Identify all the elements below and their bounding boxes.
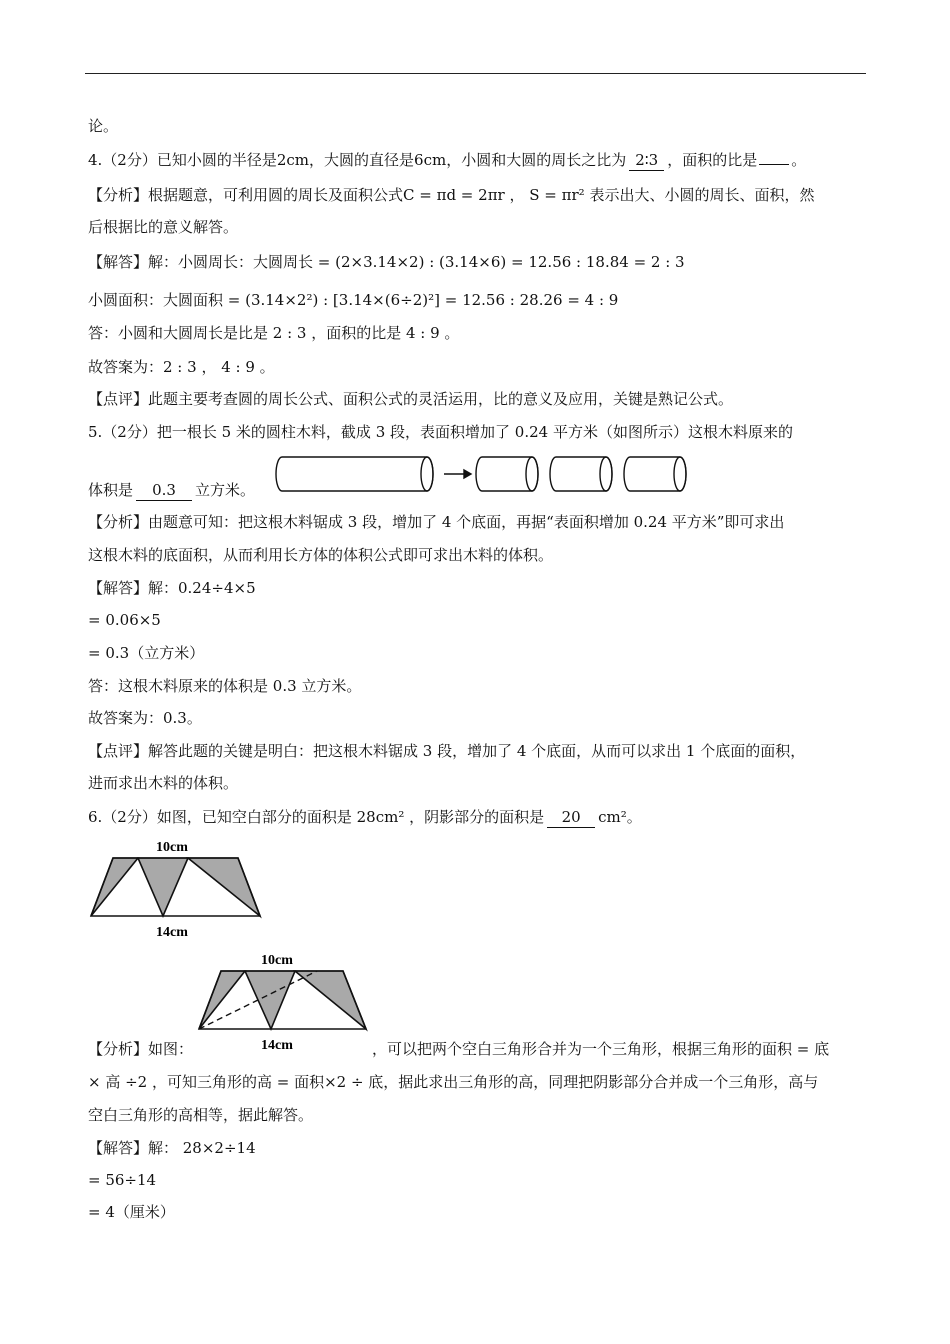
q6-analysis: 【分析】如图： xyxy=(88,1040,194,1058)
answer-blank-3: 0.3 xyxy=(136,480,192,501)
q5-solution: = 0.3（立方米） xyxy=(88,644,205,662)
answer-blank-4: 20 xyxy=(547,807,595,828)
question-6: 6.（2分）如图，已知空白部分的面积是 28cm² ，阴影部分的面积是 20 cm²。 xyxy=(88,808,642,826)
q5-analysis-cont: 这根木料的底面积，从而利用长方体的体积公式即可求出木料的体积。 xyxy=(88,546,554,564)
trapezoid-figure-1 xyxy=(88,836,268,942)
q5-analysis: 【分析】由题意可知：把这根木料锯成 3 段，增加了 4 个底面，再据“表面积增加 0.24 平方米”即可求出 xyxy=(88,513,785,531)
q4-solution: 【解答】解：小圆周长：大圆周长 = (2×3.14×2) : (3.14×6) = 12.56 : 18.84 = 2 : 3 xyxy=(88,253,685,271)
answer-blank-2 xyxy=(759,164,789,165)
top-length-label: 10cm xyxy=(261,953,293,968)
q5-solution: 【解答】解：0.24÷4×5 xyxy=(88,579,256,597)
answer-blank-1: 2∶3 xyxy=(629,150,664,171)
q6-solution: = 56÷14 xyxy=(88,1171,157,1189)
q4-analysis-cont: 后根据比的意义解答。 xyxy=(88,218,239,236)
q6-solution: 【解答】解： 28×2÷14 xyxy=(88,1139,256,1157)
q6-analysis-rest: ，可以把两个空白三角形合并为一个三角形，根据三角形的面积 = 底 xyxy=(372,1040,830,1058)
question-5: 5.（2分）把一根长 5 米的圆柱木料，截成 3 段，表面积增加了 0.24 平方米（如图所示）这根木料原来的 xyxy=(88,423,793,441)
q5-solution: 答：这根木料原来的体积是 0.3 立方米。 xyxy=(88,677,362,695)
bottom-length-label: 14cm xyxy=(156,925,188,940)
trapezoid-figure-2 xyxy=(195,950,375,1056)
q5-comment: 【点评】解答此题的关键是明白：把这根木料锯成 3 段，增加了 4 个底面，从而可以求出 1 个底面的面积， xyxy=(88,742,806,760)
q6-analysis-cont: × 高 ÷2 ，可知三角形的高 = 面积×2 ÷ 底，据此求出三角形的高，同理把阴影部分合并成一个三角形，高与 xyxy=(88,1073,819,1091)
q5-solution: 故答案为：0.3。 xyxy=(88,709,202,727)
cylinder-figure xyxy=(272,454,692,494)
top-length-label: 10cm xyxy=(156,840,188,855)
q5-comment-cont: 进而求出木料的体积。 xyxy=(88,774,239,792)
q4-solution: 小圆面积：大圆面积 = (3.14×2²) : [3.14×(6÷2)²] = 12.56 : 28.26 = 4 : 9 xyxy=(88,291,619,309)
q5-solution: = 0.06×5 xyxy=(88,611,161,629)
question-4: 4.（2分）已知小圆的半径是2cm，大圆的直径是6cm，小圆和大圆的周长之比为 2∶3 ，面积的比是 。 xyxy=(88,151,807,169)
q4-solution: 答：小圆和大圆周长是比是 2 : 3 ，面积的比是 4 : 9 。 xyxy=(88,324,460,342)
q4-analysis: 【分析】根据题意，可利用圆的周长及面积公式C = πd = 2πr ， S = πr² 表示出大、小圆的周长、面积，然 xyxy=(88,186,815,204)
bottom-length-label: 14cm xyxy=(261,1038,293,1053)
q4-solution: 故答案为：2 : 3 ， 4 : 9 。 xyxy=(88,358,275,376)
question-5-cont: 体积是 0.3 立方米。 xyxy=(88,481,256,499)
q6-solution: = 4（厘米） xyxy=(88,1203,175,1221)
q4-comment: 【点评】此题主要考查圆的周长公式、面积公式的灵活运用，比的意义及应用，关键是熟记公式。 xyxy=(88,390,734,408)
text-line: 论。 xyxy=(88,117,119,135)
header-rule xyxy=(85,73,866,74)
q6-analysis-cont: 空白三角形的高相等，据此解答。 xyxy=(88,1106,314,1124)
